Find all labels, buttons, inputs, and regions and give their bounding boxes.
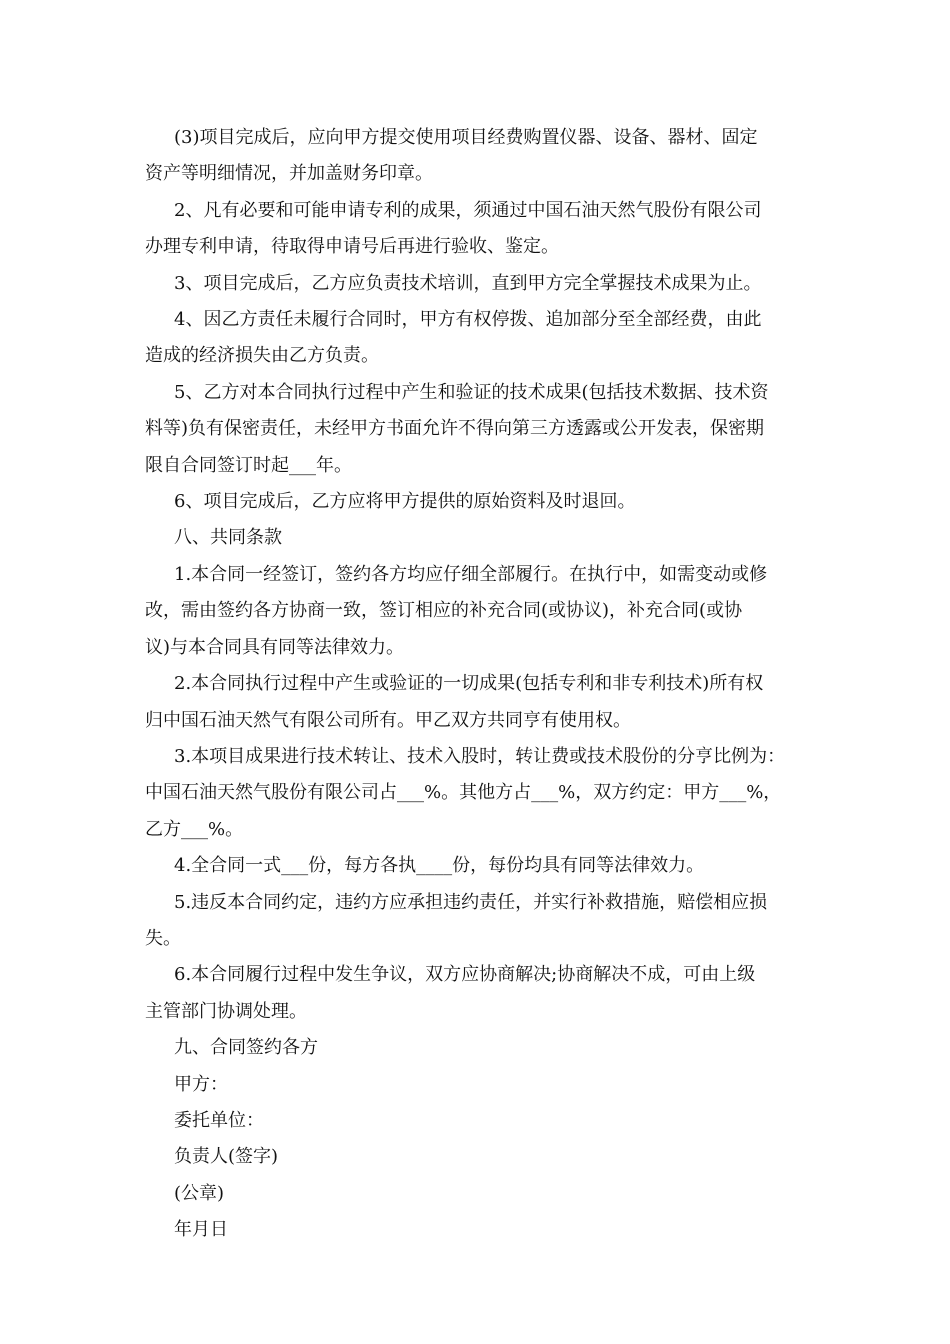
document-line: 2、凡有必要和可能申请专利的成果，须通过中国石油天然气股份有限公司	[174, 199, 762, 221]
document-line: 年月日	[174, 1219, 228, 1241]
document-line: 料等)负有保密责任，未经甲方书面允许不得向第三方透露或公开发表，保密期	[145, 418, 765, 440]
document-line: 归中国石油天然气有限公司所有。甲乙双方共同亨有使用权。	[145, 709, 631, 731]
document-line: 3.本项目成果进行技术转让、技术入股时，转让费或技术股份的分亨比例为：	[174, 745, 786, 767]
document-line: (公章)	[174, 1182, 225, 1204]
document-line: 八、共同条款	[174, 527, 282, 549]
document-line: 九、合同签约各方	[174, 1037, 318, 1059]
document-line: 4、因乙方责任未履行合同时，甲方有权停拨、追加部分至全部经费，由此	[174, 309, 762, 331]
document-line: 负责人(签字)	[174, 1146, 279, 1168]
document-line: 6、项目完成后，乙方应将甲方提供的原始资料及时退回。	[174, 491, 636, 513]
document-line: 6.本合同履行过程中发生争议，双方应协商解决;协商解决不成，可由上级	[174, 964, 756, 986]
document-line: 议)与本合同具有同等法律效力。	[145, 636, 405, 658]
document-line: 甲方：	[174, 1073, 228, 1095]
document-line: 办理专利申请，待取得申请号后再进行验收、鉴定。	[145, 236, 559, 258]
document-line: 5、乙方对本合同执行过程中产生和验证的技术成果(包括技术数据、技术资	[174, 381, 769, 403]
document-body	[145, 120, 810, 1249]
document-line: 资产等明细情况，并加盖财务印章。	[145, 163, 433, 185]
document-line: 造成的经济损失由乙方负责。	[145, 345, 379, 367]
document-line: 2.本合同执行过程中产生或验证的一切成果(包括专利和非专利技术)所有权	[174, 673, 764, 695]
document-line: 限自合同签订时起___年。	[145, 454, 352, 476]
document-line: 委托单位：	[174, 1109, 264, 1131]
document-line: 1.本合同一经签订，签约各方均应仔细全部履行。在执行中，如需变动或修	[174, 563, 768, 585]
document-line: (3)项目完成后，应向甲方提交使用项目经费购置仪器、设备、器材、固定	[174, 127, 758, 148]
document-line: 乙方___%。	[145, 818, 244, 840]
document-line: 主管部门协调处理。	[145, 1000, 307, 1022]
document-line: 中国石油天然气股份有限公司占___%。其他方占___%，双方约定：甲方___%，	[145, 782, 782, 804]
document-line: 3、项目完成后，乙方应负责技术培训，直到甲方完全掌握技术成果为止。	[174, 272, 762, 294]
document-line: 失。	[145, 927, 181, 949]
document-line: 5.违反本合同约定，违约方应承担违约责任，并实行补救措施，赔偿相应损	[174, 891, 768, 913]
document-line: 4.全合同一式___份，每方各执____份，每份均具有同等法律效力。	[174, 855, 705, 877]
document-line: 改，需由签约各方协商一致，签订相应的补充合同(或协议)，补充合同(或协	[145, 600, 743, 622]
